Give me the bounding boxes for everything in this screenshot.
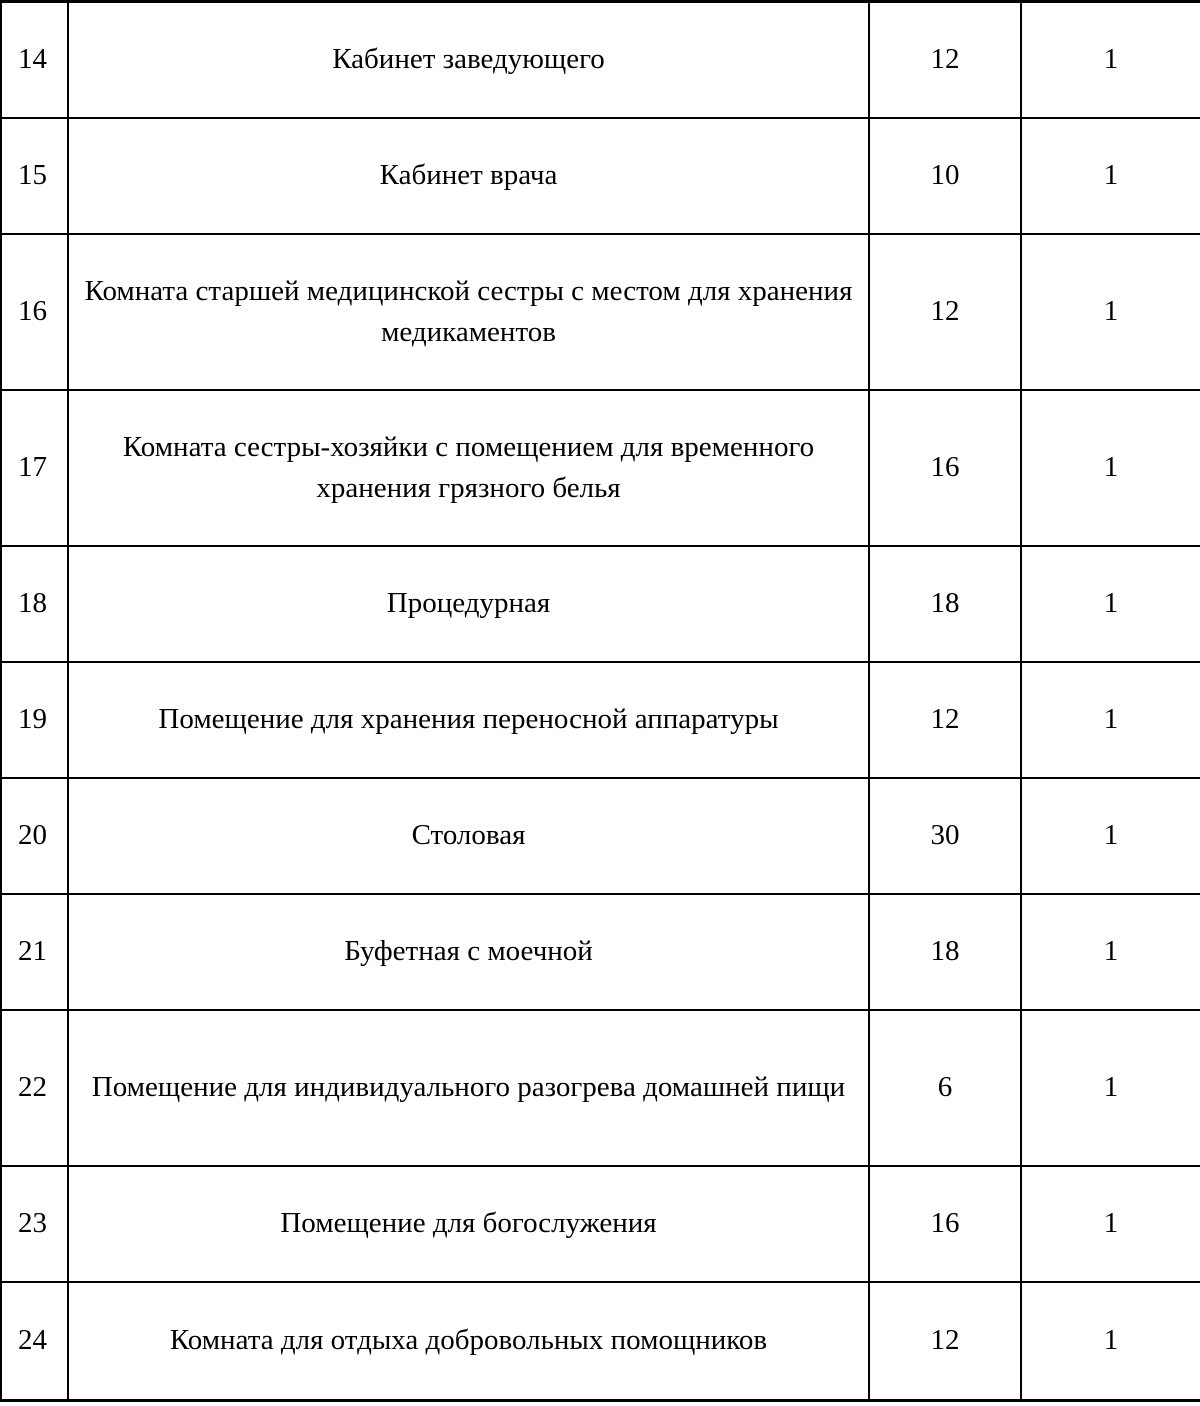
room-name: Комната для отдыха добровольных помощников — [68, 1282, 869, 1401]
room-count: 1 — [1021, 2, 1200, 119]
room-area: 12 — [869, 2, 1021, 119]
room-name: Комната сестры-хозяйки с помещением для временного хранения грязного белья — [68, 390, 869, 546]
table-row — [1, 2, 1200, 119]
table-row — [1, 894, 1200, 1010]
row-number: 14 — [1, 2, 68, 119]
table-row — [1, 118, 1200, 234]
row-number: 20 — [1, 778, 68, 894]
row-number: 15 — [1, 118, 68, 234]
row-number: 23 — [1, 1166, 68, 1282]
room-area: 30 — [869, 778, 1021, 894]
room-name: Процедурная — [68, 546, 869, 662]
room-count: 1 — [1021, 546, 1200, 662]
room-name: Помещение для хранения переносной аппаратуры — [68, 662, 869, 778]
row-number: 17 — [1, 390, 68, 546]
room-name: Комната старшей медицинской сестры с местом для хранения медикаментов — [68, 234, 869, 390]
room-area: 10 — [869, 118, 1021, 234]
room-area: 18 — [869, 894, 1021, 1010]
room-area: 12 — [869, 1282, 1021, 1401]
table-row — [1, 1166, 1200, 1282]
room-count: 1 — [1021, 662, 1200, 778]
row-number: 16 — [1, 234, 68, 390]
room-area: 12 — [869, 234, 1021, 390]
room-count: 1 — [1021, 234, 1200, 390]
room-area: 12 — [869, 662, 1021, 778]
row-number: 22 — [1, 1010, 68, 1166]
row-number: 24 — [1, 1282, 68, 1401]
row-number: 18 — [1, 546, 68, 662]
table-row — [1, 546, 1200, 662]
room-count: 1 — [1021, 1010, 1200, 1166]
room-area: 6 — [869, 1010, 1021, 1166]
room-name: Кабинет заведующего — [68, 2, 869, 119]
room-name: Помещение для индивидуального разогрева домашней пищи — [68, 1010, 869, 1166]
table-row — [1, 1282, 1200, 1401]
room-count: 1 — [1021, 778, 1200, 894]
row-number: 19 — [1, 662, 68, 778]
room-name: Кабинет врача — [68, 118, 869, 234]
table-row — [1, 390, 1200, 546]
room-area: 18 — [869, 546, 1021, 662]
room-area: 16 — [869, 390, 1021, 546]
table-row — [1, 234, 1200, 390]
room-count: 1 — [1021, 1166, 1200, 1282]
table-row — [1, 1010, 1200, 1166]
room-area: 16 — [869, 1166, 1021, 1282]
room-count: 1 — [1021, 894, 1200, 1010]
table-row — [1, 778, 1200, 894]
room-count: 1 — [1021, 390, 1200, 546]
table-row — [1, 662, 1200, 778]
room-name: Столовая — [68, 778, 869, 894]
room-name: Буфетная с моечной — [68, 894, 869, 1010]
row-number: 21 — [1, 894, 68, 1010]
room-count: 1 — [1021, 118, 1200, 234]
room-name: Помещение для богослужения — [68, 1166, 869, 1282]
room-count: 1 — [1021, 1282, 1200, 1401]
